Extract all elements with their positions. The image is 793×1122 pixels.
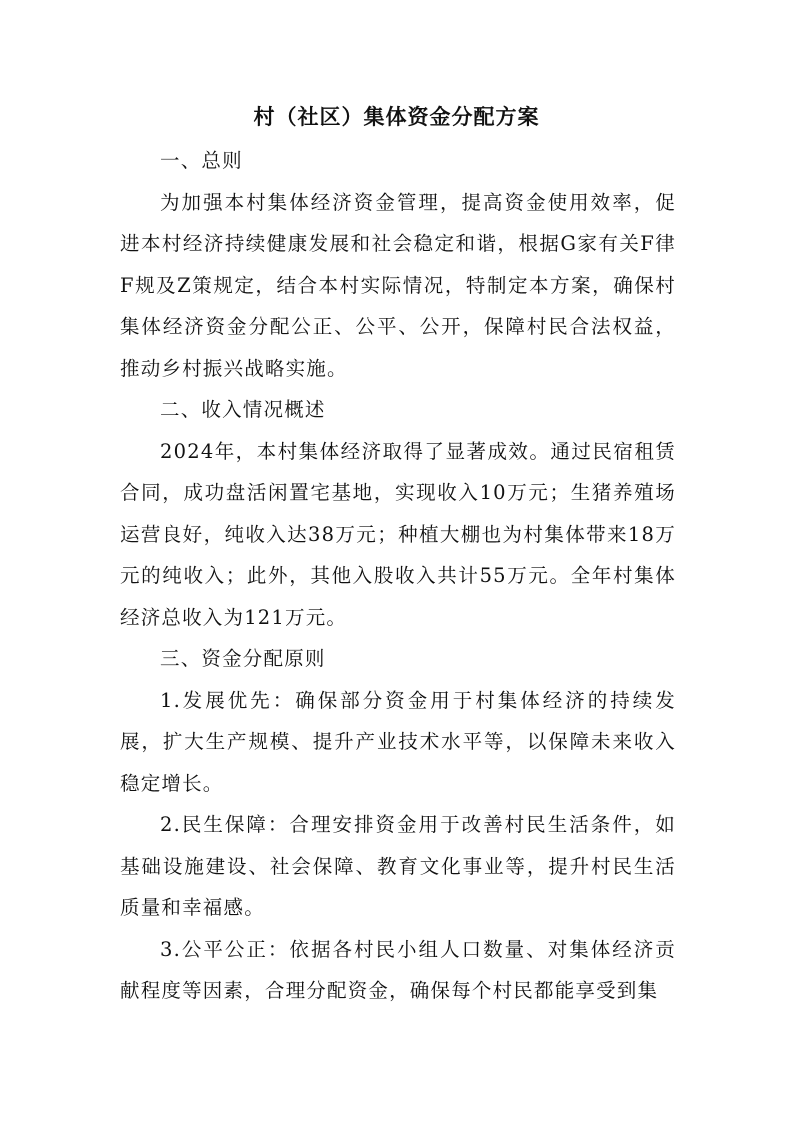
paragraph-income-summary: 2024年，本村集体经济取得了显著成效。通过民宿租赁合同，成功盘活闲置宅基地，实现收入10万元；生猪养殖场运营良好，纯收入达38万元；种植大棚也为村集体带来18万元的纯收入；此外，其他入股收入共计55万元。全年村集体经济总收入为121万元。 [120,439,676,629]
paragraph-principle-livelihood: 2.民生保障：合理安排资金用于改善村民生活条件，如基础设施建设、社会保障、教育文化事业等，提升村民生活质量和幸福感。 [120,813,676,919]
paragraph-principle-development: 1.发展优先：确保部分资金用于村集体经济的持续发展，扩大生产规模、提升产业技术水平等，以保障未来收入稳定增长。 [120,688,676,795]
section-heading-principles: 三、资金分配原则 [160,647,326,670]
paragraph-principle-fairness: 3.公平公正：依据各村民小组人口数量、对集体经济贡献程度等因素，合理分配资金，确保每个村民都能享受到集 [120,937,676,1002]
document-title: 村（社区）集体资金分配方案 [253,104,540,129]
section-heading-general: 一、总则 [160,149,243,172]
paragraph-purpose: 为加强本村集体经济资金管理，提高资金使用效率，促进本村经济持续健康发展和社会稳定和谐，根据G家有关F律F规及Z策规定，结合本村实际情况，特制定本方案，确保村集体经济资金分配公正、公平、公开，保障村民合法权益，推动乡村振兴战略实施。 [120,190,676,380]
document-body [120,140,676,1012]
section-heading-income: 二、收入情况概述 [160,398,326,421]
